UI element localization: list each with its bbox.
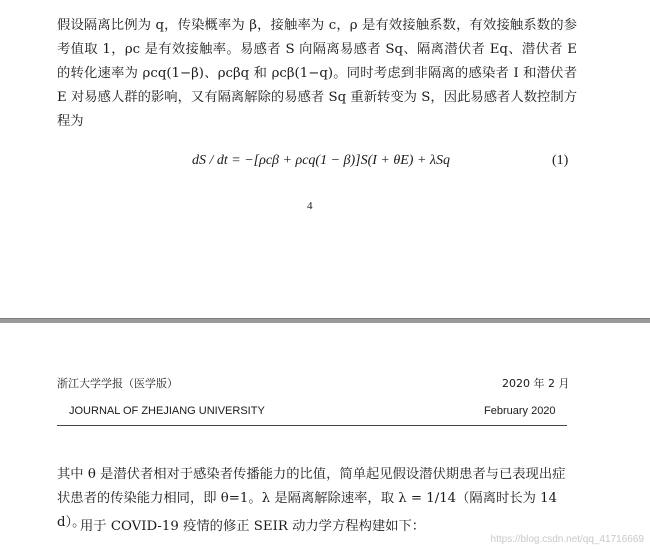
header-rule: [57, 425, 567, 426]
journal-title-english: JOURNAL OF ZHEJIANG UNIVERSITY: [69, 405, 265, 417]
journal-title-chinese: 浙江大学学报（医学版）: [57, 377, 178, 390]
page-number: 4: [307, 200, 313, 212]
document-page-lower: [0, 323, 650, 549]
watermark: https://blog.csdn.net/qq_41716669: [490, 534, 644, 545]
seir-intro-paragraph: 用于 COVID-19 疫情的修正 SEIR 动力学方程构建如下：: [80, 519, 426, 534]
susceptible-equation: dS / dt = −[ρcβ + ρcq(1 − β)]S(I + θE) + λSq: [192, 153, 450, 168]
equation-number: (1): [552, 153, 569, 168]
theta-lambda-paragraph: 其中 θ 是潜伏者相对于感染者传播能力的比值，简单起见假设潜伏期患者与已表现出症状患者的传染能力相同，即 θ=1。λ 是隔离解除速率，取 λ = 1/14（隔离时长为 14 d）。: [57, 467, 566, 530]
issue-date-chinese: 2020 年 2 月: [502, 377, 570, 390]
issue-date-english: February 2020: [484, 405, 556, 417]
susceptible-description-paragraph: 假设隔离比例为 q，传染概率为 β，接触率为 c，ρ 是有效接触系数，有效接触系数的参考值取 1，ρc 是有效接触率。易感者 S 向隔离易感者 Sq、隔离潜伏者 Eq、潜伏者 E 的转化速率为 ρcq(1−β)、ρcβq 和 ρcβ(1−q)。同时考虑到非隔离的感染者 I 和潜伏者 E 对易感人群的影响，又有隔离解除的易感者 Sq 重新转变为 S，因此易感者人数控制方程为: [57, 18, 577, 129]
